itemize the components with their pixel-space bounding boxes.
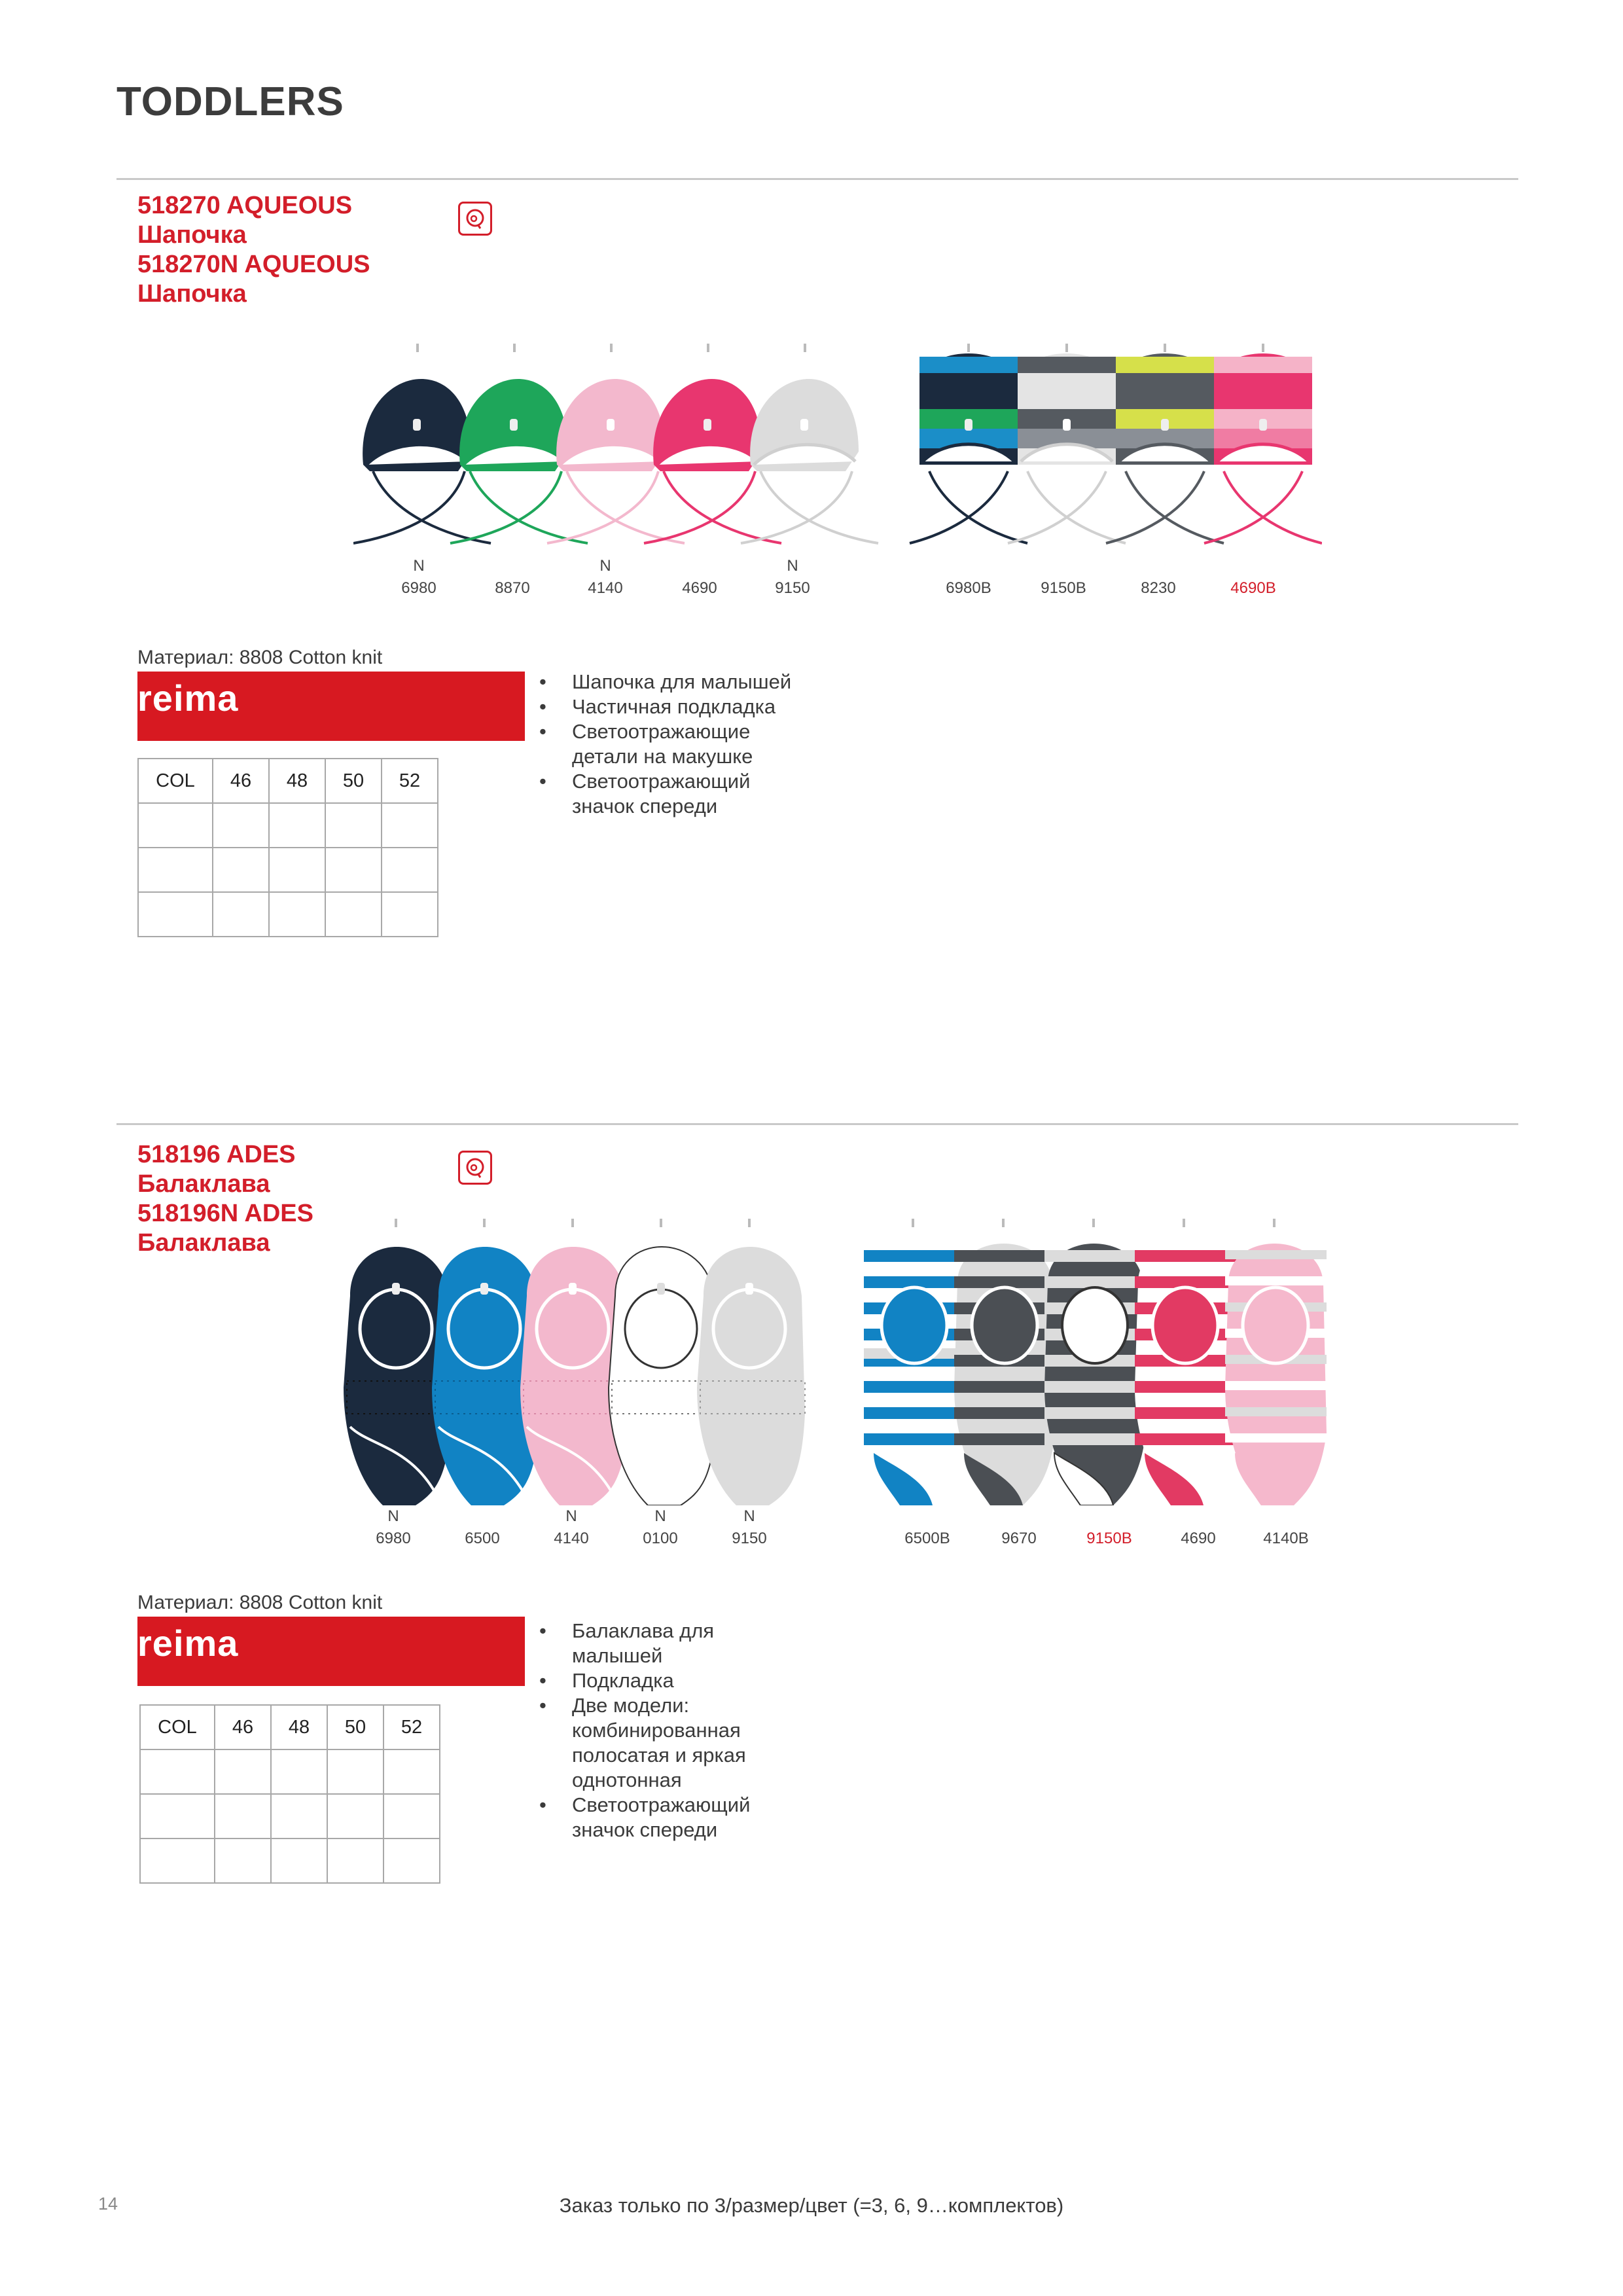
color-code-4140: N 4140 bbox=[588, 557, 623, 597]
product-code: 518270N AQUEOUS bbox=[137, 251, 370, 278]
page-number: 14 bbox=[98, 2194, 118, 2214]
size-header-col: COL bbox=[140, 1705, 215, 1749]
order-cell[interactable] bbox=[213, 892, 269, 937]
material-label: Материал: 8808 Cotton knit bbox=[137, 647, 383, 668]
product-name: Шапочка bbox=[137, 280, 247, 308]
hat-9150B bbox=[1008, 344, 1126, 543]
color-code-4690B: 4690B bbox=[1230, 579, 1276, 597]
size-header: 52 bbox=[383, 1705, 440, 1749]
balaclava-9150B bbox=[1044, 1219, 1146, 1505]
size-header: 48 bbox=[269, 759, 325, 803]
color-code-9670: 9670 bbox=[1001, 1530, 1037, 1547]
order-cell[interactable] bbox=[327, 1749, 383, 1794]
size-header: 50 bbox=[325, 759, 382, 803]
color-code-0100: N 0100 bbox=[643, 1507, 678, 1547]
order-cell[interactable] bbox=[213, 848, 269, 892]
color-code-6500B: 6500B bbox=[904, 1530, 950, 1547]
product-code: 518270 AQUEOUS bbox=[137, 192, 353, 219]
order-cell[interactable] bbox=[327, 1794, 383, 1839]
balaclava-9670 bbox=[954, 1219, 1056, 1505]
balaclava-4140B bbox=[1225, 1219, 1327, 1505]
material-label: Материал: 8808 Cotton knit bbox=[137, 1592, 383, 1613]
size-order-table bbox=[137, 758, 438, 937]
order-cell[interactable] bbox=[140, 1749, 215, 1794]
reflector-icon bbox=[458, 1151, 492, 1185]
order-cell[interactable] bbox=[325, 848, 382, 892]
product-images-ades bbox=[337, 1217, 1345, 1505]
section-divider bbox=[116, 178, 1518, 180]
order-cell[interactable] bbox=[382, 892, 438, 937]
reflector-icon bbox=[458, 202, 492, 236]
order-cell[interactable] bbox=[325, 892, 382, 937]
order-cell[interactable] bbox=[383, 1839, 440, 1883]
color-code-4690: 4690 bbox=[1181, 1530, 1216, 1547]
order-cell[interactable] bbox=[269, 803, 325, 848]
color-code-6980: N 6980 bbox=[376, 1507, 411, 1547]
color-code-8230: 8230 bbox=[1141, 579, 1176, 597]
feature-item: • Светоотражающие детали на макушке bbox=[537, 719, 788, 769]
order-cell[interactable] bbox=[383, 1749, 440, 1794]
color-code-9150: N 9150 bbox=[775, 557, 810, 597]
color-code-4140B: 4140B bbox=[1263, 1530, 1309, 1547]
order-cell[interactable] bbox=[215, 1749, 271, 1794]
feature-item: • Частичная подкладка bbox=[537, 694, 825, 719]
order-cell[interactable] bbox=[140, 1839, 215, 1883]
brand-logo bbox=[137, 672, 525, 741]
order-cell[interactable] bbox=[382, 848, 438, 892]
brand-wordmark: reima bbox=[137, 677, 239, 719]
product-name: Балаклава bbox=[137, 1170, 270, 1198]
order-cell[interactable] bbox=[138, 848, 213, 892]
product-code: 518196N ADES bbox=[137, 1200, 313, 1227]
brand-logo bbox=[137, 1617, 525, 1686]
size-header-col: COL bbox=[138, 759, 213, 803]
balaclava-6500B bbox=[864, 1219, 965, 1505]
size-header: 46 bbox=[213, 759, 269, 803]
order-cell[interactable] bbox=[271, 1839, 327, 1883]
order-cell[interactable] bbox=[327, 1839, 383, 1883]
order-cell[interactable] bbox=[215, 1839, 271, 1883]
order-cell[interactable] bbox=[213, 803, 269, 848]
brand-wordmark: reima bbox=[137, 1623, 239, 1664]
balaclava-4690 bbox=[1135, 1219, 1236, 1505]
order-cell[interactable] bbox=[271, 1794, 327, 1839]
size-header: 48 bbox=[271, 1705, 327, 1749]
size-order-table bbox=[139, 1704, 440, 1884]
order-cell[interactable] bbox=[215, 1794, 271, 1839]
order-cell[interactable] bbox=[138, 803, 213, 848]
order-cell[interactable] bbox=[140, 1794, 215, 1839]
color-code-9150: N 9150 bbox=[732, 1507, 767, 1547]
product-name: Шапочка bbox=[137, 221, 247, 249]
product-header-aqueous bbox=[137, 191, 370, 309]
feature-item: • Светоотражающий значок спереди bbox=[537, 1793, 788, 1842]
product-code: 518196 ADES bbox=[137, 1141, 296, 1168]
feature-item: • Светоотражающий значок спереди bbox=[537, 769, 788, 819]
balaclava-9150 bbox=[697, 1219, 805, 1505]
size-header: 52 bbox=[382, 759, 438, 803]
color-code-6500: 6500 bbox=[465, 1530, 500, 1547]
section-divider bbox=[116, 1123, 1518, 1125]
product-header-ades bbox=[137, 1140, 313, 1258]
feature-item: • Балаклава для малышей bbox=[537, 1619, 762, 1668]
color-code-6980: N 6980 bbox=[401, 557, 437, 597]
product-images-aqueous bbox=[353, 340, 1322, 556]
footer-order-note: Заказ только по 3/размер/цвет (=3, 6, 9…комплектов) bbox=[559, 2194, 1064, 2217]
color-code-8870: 8870 bbox=[495, 579, 530, 597]
order-cell[interactable] bbox=[383, 1794, 440, 1839]
color-code-6980B: 6980B bbox=[946, 579, 991, 597]
size-header: 50 bbox=[327, 1705, 383, 1749]
product-name: Балаклава bbox=[137, 1229, 270, 1257]
order-cell[interactable] bbox=[269, 848, 325, 892]
color-code-4690: 4690 bbox=[682, 579, 717, 597]
feature-item: • Подкладка bbox=[537, 1668, 825, 1693]
order-cell[interactable] bbox=[325, 803, 382, 848]
feature-item: • Шапочка для малышей bbox=[537, 670, 825, 694]
order-cell[interactable] bbox=[382, 803, 438, 848]
order-cell[interactable] bbox=[269, 892, 325, 937]
hat-8230 bbox=[1106, 344, 1224, 543]
size-header: 46 bbox=[215, 1705, 271, 1749]
hat-6980B bbox=[910, 344, 1027, 543]
order-cell[interactable] bbox=[271, 1749, 327, 1794]
order-cell[interactable] bbox=[138, 892, 213, 937]
color-code-9150B: 9150B bbox=[1086, 1530, 1132, 1547]
feature-list bbox=[537, 670, 825, 819]
hat-4690B bbox=[1204, 344, 1322, 543]
color-code-9150B: 9150B bbox=[1041, 579, 1086, 597]
hat-9150 bbox=[741, 344, 878, 543]
page-title: TODDLERS bbox=[116, 79, 344, 124]
feature-item: • Две модели: комбинированная полосатая и яркая однотонная bbox=[537, 1693, 788, 1793]
color-code-4140: N 4140 bbox=[554, 1507, 589, 1547]
feature-list bbox=[537, 1619, 825, 1842]
